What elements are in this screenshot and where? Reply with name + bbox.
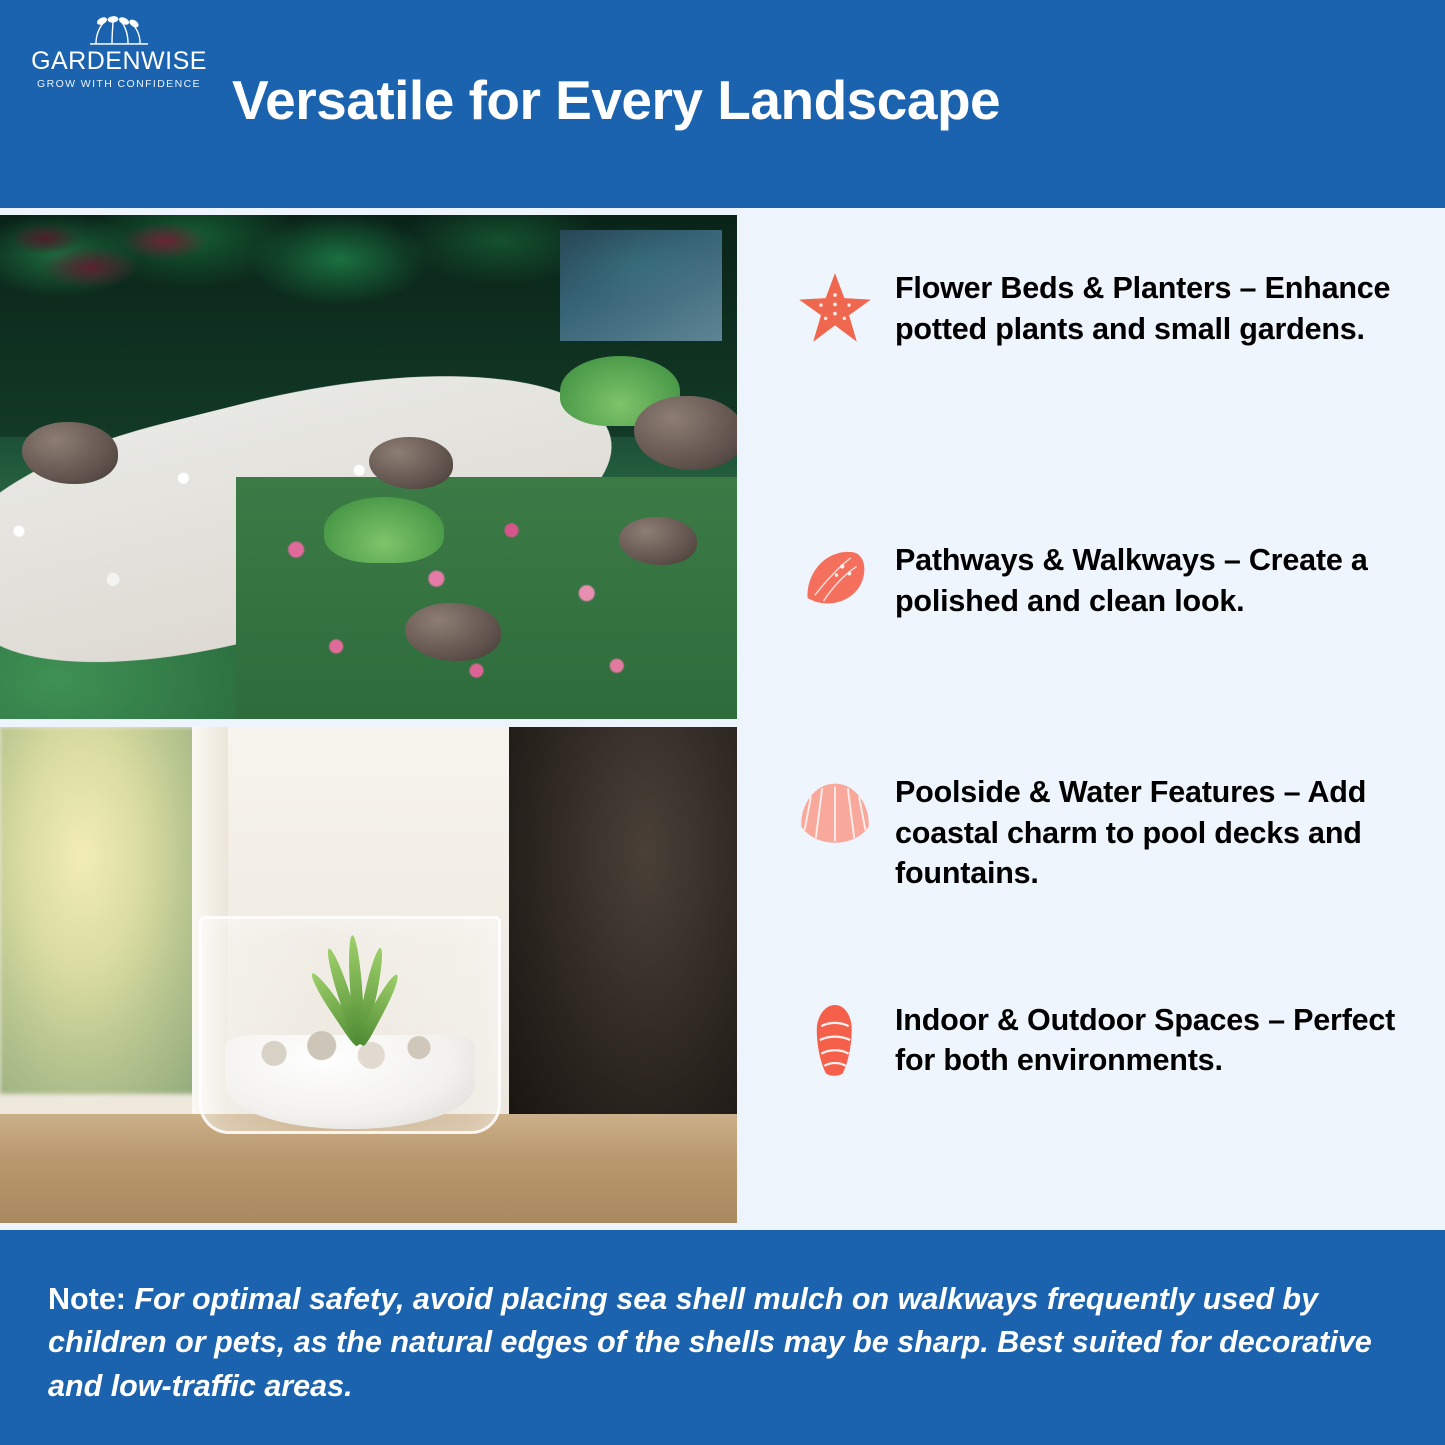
safety-note [48, 1278, 1403, 1408]
feature-list [745, 208, 1445, 1230]
conch-shell-icon [775, 998, 895, 1078]
safety-note-label: Note: [48, 1282, 126, 1316]
garden-bed-with-white-stone-path-photo [0, 215, 737, 719]
indoor-glass-planter-on-windowsill-photo [0, 727, 737, 1223]
scallop-shell-icon [775, 770, 895, 850]
list-item [775, 266, 1411, 386]
brand-name: GARDENWISE [31, 47, 207, 75]
content-area [0, 208, 1445, 1230]
list-item-label: Indoor & Outdoor Spaces – Perfect for both environments. [895, 1002, 1396, 1078]
list-item-label: Flower Beds & Planters – Enhance potted plants and small gardens. [895, 271, 1391, 346]
list-item-label: Pathways & Walkways – Create a polished and clean look. [895, 543, 1368, 618]
safety-note-text: For optimal safety, avoid placing sea shell mulch on walkways frequently used by children or pets, as the natural edges of the shells may be sharp. Best suited for decorative and low-traffic areas. [48, 1282, 1372, 1403]
list-item [775, 770, 1411, 894]
brand-logo [14, 16, 224, 90]
leaf-sprig-icon [82, 16, 156, 46]
starfish-icon [775, 266, 895, 346]
fan-shell-icon [775, 538, 895, 618]
footer-banner [0, 1230, 1445, 1445]
page-title: Versatile for Every Landscape [232, 69, 1001, 131]
brand-tagline: GROW WITH CONFIDENCE [37, 78, 201, 91]
header-banner [0, 0, 1445, 208]
list-item [775, 998, 1411, 1118]
list-item-label: Poolside & Water Features – Add coastal charm to pool decks and fountains. [895, 775, 1367, 891]
photo-column [0, 208, 737, 1230]
list-item [775, 538, 1411, 658]
